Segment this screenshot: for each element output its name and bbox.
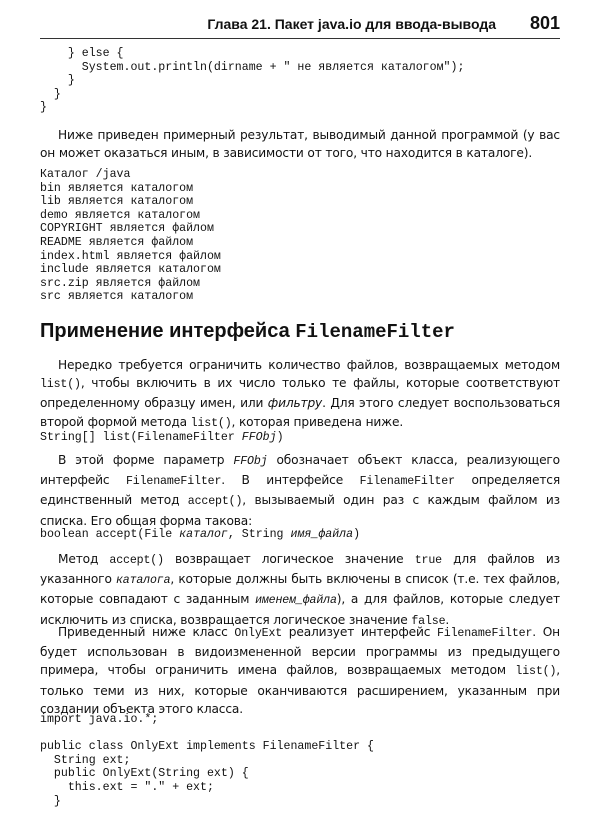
paragraph-accept-description [40, 550, 560, 631]
text-run: обозначает объект класса, реализующего интерфейс [40, 453, 560, 488]
method-signature-list [40, 431, 284, 445]
text-run: . [445, 612, 450, 627]
inline-code: accept() [187, 495, 243, 509]
text-run: возвращает логическое значение [163, 552, 415, 566]
inline-code: FilenameFilter [125, 475, 222, 489]
inline-code: FilenameFilter [436, 627, 533, 640]
italic-code: именем_файла [255, 594, 337, 608]
code-param: FFObj [241, 431, 277, 444]
text-run: для файлов из указанного [40, 552, 560, 587]
code-listing-onlyext: import java.io.*; public class OnlyExt implements FilenameFilter { String ext; public OnlyExt(String ext) { this.ext = "." + ext; } [40, 713, 374, 808]
text-run: В этой форме параметр [58, 453, 234, 467]
text-run: . Для этого следует воспользоваться второй формой метода [40, 396, 561, 429]
inline-code: OnlyExt [234, 627, 283, 640]
text-run: , только теми из них, которые оканчиваются расширением, указанным при создании объекта этого класса. [40, 663, 560, 716]
chapter-title: Глава 21. Пакет java.io для ввода-вывода [207, 16, 496, 32]
page-number: 801 [529, 13, 560, 33]
code-text: , String [227, 528, 291, 541]
text-run: ), а для файлов, которые следует исключить из списка, возвращается логическое значение [40, 592, 560, 627]
text-run: реализует интерфейс [282, 625, 437, 639]
inline-code: accept() [109, 554, 164, 567]
text-run: определяется единственный метод [40, 473, 560, 508]
paragraph-filter-intro [40, 356, 560, 433]
text-run: Метод [58, 552, 110, 566]
inline-code: FilenameFilter [359, 475, 455, 489]
text-run: , которые должны быть включены в список (т.е. тех файлов, которые совпадают с заданным [40, 572, 560, 607]
program-output-listing: Каталог /java bin является каталогом lib является каталогом demo является каталогом COPYRIGHT является файлом README является файлом index.html является файлом include является каталогом src.zip является файлом src является каталогом [40, 168, 221, 304]
running-header [40, 12, 560, 39]
inline-code: list() [190, 416, 232, 430]
inline-code: false [411, 614, 446, 628]
text-run: . Он будет использован в видоизмененной версии программы из предыдущего примера, чтобы ограничить имена файлов, возвращаемых методом [40, 625, 560, 678]
code-listing-top: } else { System.out.println(dirname + " не является каталогом"); } } } [40, 47, 465, 115]
code-text: ) [353, 528, 361, 541]
section-heading [40, 320, 455, 343]
method-signature-accept [40, 528, 360, 542]
text-run: , которая приведена ниже. [231, 414, 404, 429]
paragraph-output-intro: Ниже приведен примерный результат, выводимый данной программой (у вас он может оказаться иным, в зависимости от того, что находится в каталоге). [40, 128, 560, 161]
code-text: ) [276, 431, 284, 444]
section-heading-code: FilenameFilter [295, 321, 455, 343]
inline-code: list() [515, 665, 557, 679]
italic-code: каталога [115, 574, 171, 588]
text-run: Приведенный ниже класс [58, 625, 235, 639]
code-text: String[] list(FilenameFilter [40, 431, 242, 444]
italic-term: фильтру [267, 396, 323, 411]
text-run: , чтобы включить в их число только те файлы, которые соответствуют определенному образцу имен, или [40, 376, 560, 411]
text-run: Нередко требуется ограничить количество файлов, возвращаемых методом [58, 358, 560, 372]
paragraph-onlyext-intro [40, 623, 560, 718]
italic-code: FFObj [233, 455, 268, 468]
section-heading-text: Применение интерфейса [40, 320, 296, 342]
inline-code: true [414, 554, 442, 567]
code-text: boolean accept(File [40, 528, 180, 541]
text-run: , вызываемый один раз с каждым файлом из списка. Его общая форма такова: [40, 493, 560, 528]
code-param: каталог [179, 528, 228, 541]
code-param: имя_файла [290, 528, 354, 541]
paragraph-ffobj-description [40, 451, 560, 530]
inline-code: list() [40, 378, 81, 392]
text-run: . В интерфейсе [221, 473, 360, 488]
